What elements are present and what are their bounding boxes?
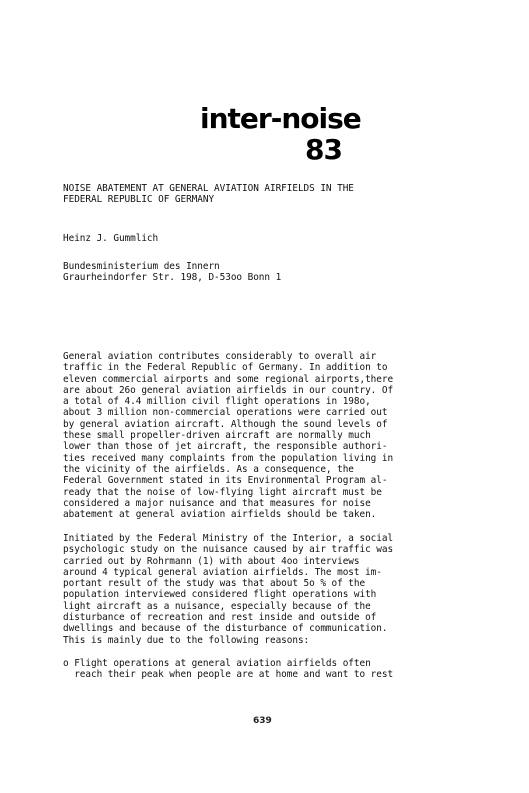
text-line: eleven commercial airports and some regional airports,there [63,373,394,385]
text-line: the vicinity of the airfields. As a consequence, the [63,463,354,475]
page-number: 639 [253,716,272,726]
text-line: by general aviation aircraft. Although the sound levels of [63,418,388,430]
text-line: abatement at general aviation airfields should be taken. [63,509,377,521]
body-paragraph-2 [63,533,393,646]
author-affiliation [63,261,281,284]
text-line: This is mainly due to the following reasons: [63,634,310,646]
text-line: Bundesministerium des Innern [63,261,220,272]
text-line: psychologic study on the nuisance caused by air traffic was [63,544,394,556]
text-line: considered a major nuisance and that measures for noise [63,497,371,509]
text-line: reach their peak when people are at home and want to rest [63,669,394,681]
text-line: carried out by Rohrmann (1) with about 4oo interviews [63,555,360,567]
conference-logo: inter-noise [200,102,361,135]
text-line: light aircraft as a nuisance, especially because of the [63,600,371,612]
text-line: population interviewed considered flight operations with [63,589,377,601]
text-line: about 3 million non-commercial operations were carried out [63,407,388,419]
conference-logo-year: 83 [305,133,342,166]
body-paragraph-1 [63,351,393,520]
text-line: a total of 4.4 million civil flight operations in 198o, [63,396,371,408]
text-line: ties received many complaints from the population living in [63,452,394,464]
text-line: FEDERAL REPUBLIC OF GERMANY [63,194,215,206]
text-line: Federal Government stated in its Environmental Program al- [63,475,388,487]
text-line: o Flight operations at general aviation airfields often [63,658,371,669]
text-line: General aviation contributes considerably to overall air [63,351,377,362]
text-line: around 4 typical general aviation airfields. The most im- [63,566,382,578]
text-line: Graurheindorfer Str. 198, D-53oo Bonn 1 [63,272,282,284]
text-line: are about 26o general aviation airfields in our country. Of [63,384,394,396]
text-line: disturbance of recreation and rest inside and outside of [63,612,377,624]
text-line: lower than those of jet aircraft, the responsible authori- [63,441,388,453]
text-line: NOISE ABATEMENT AT GENERAL AVIATION AIRFIELDS IN THE [63,183,354,194]
text-line: dwellings and because of the disturbance of communication. [63,623,388,635]
text-line: these small propeller-driven aircraft are normally much [63,430,371,442]
text-line: portant result of the study was that about 5o % of the [63,578,366,590]
text-line: Initiated by the Federal Ministry of the Interior, a social [63,533,394,544]
text-line: ready that the noise of low-flying light aircraft must be [63,486,382,498]
author-name: Heinz J. Gummlich [63,233,159,244]
paper-title [63,183,354,206]
bullet-list-item [63,658,393,681]
text-line: traffic in the Federal Republic of Germany. In addition to [63,362,388,374]
